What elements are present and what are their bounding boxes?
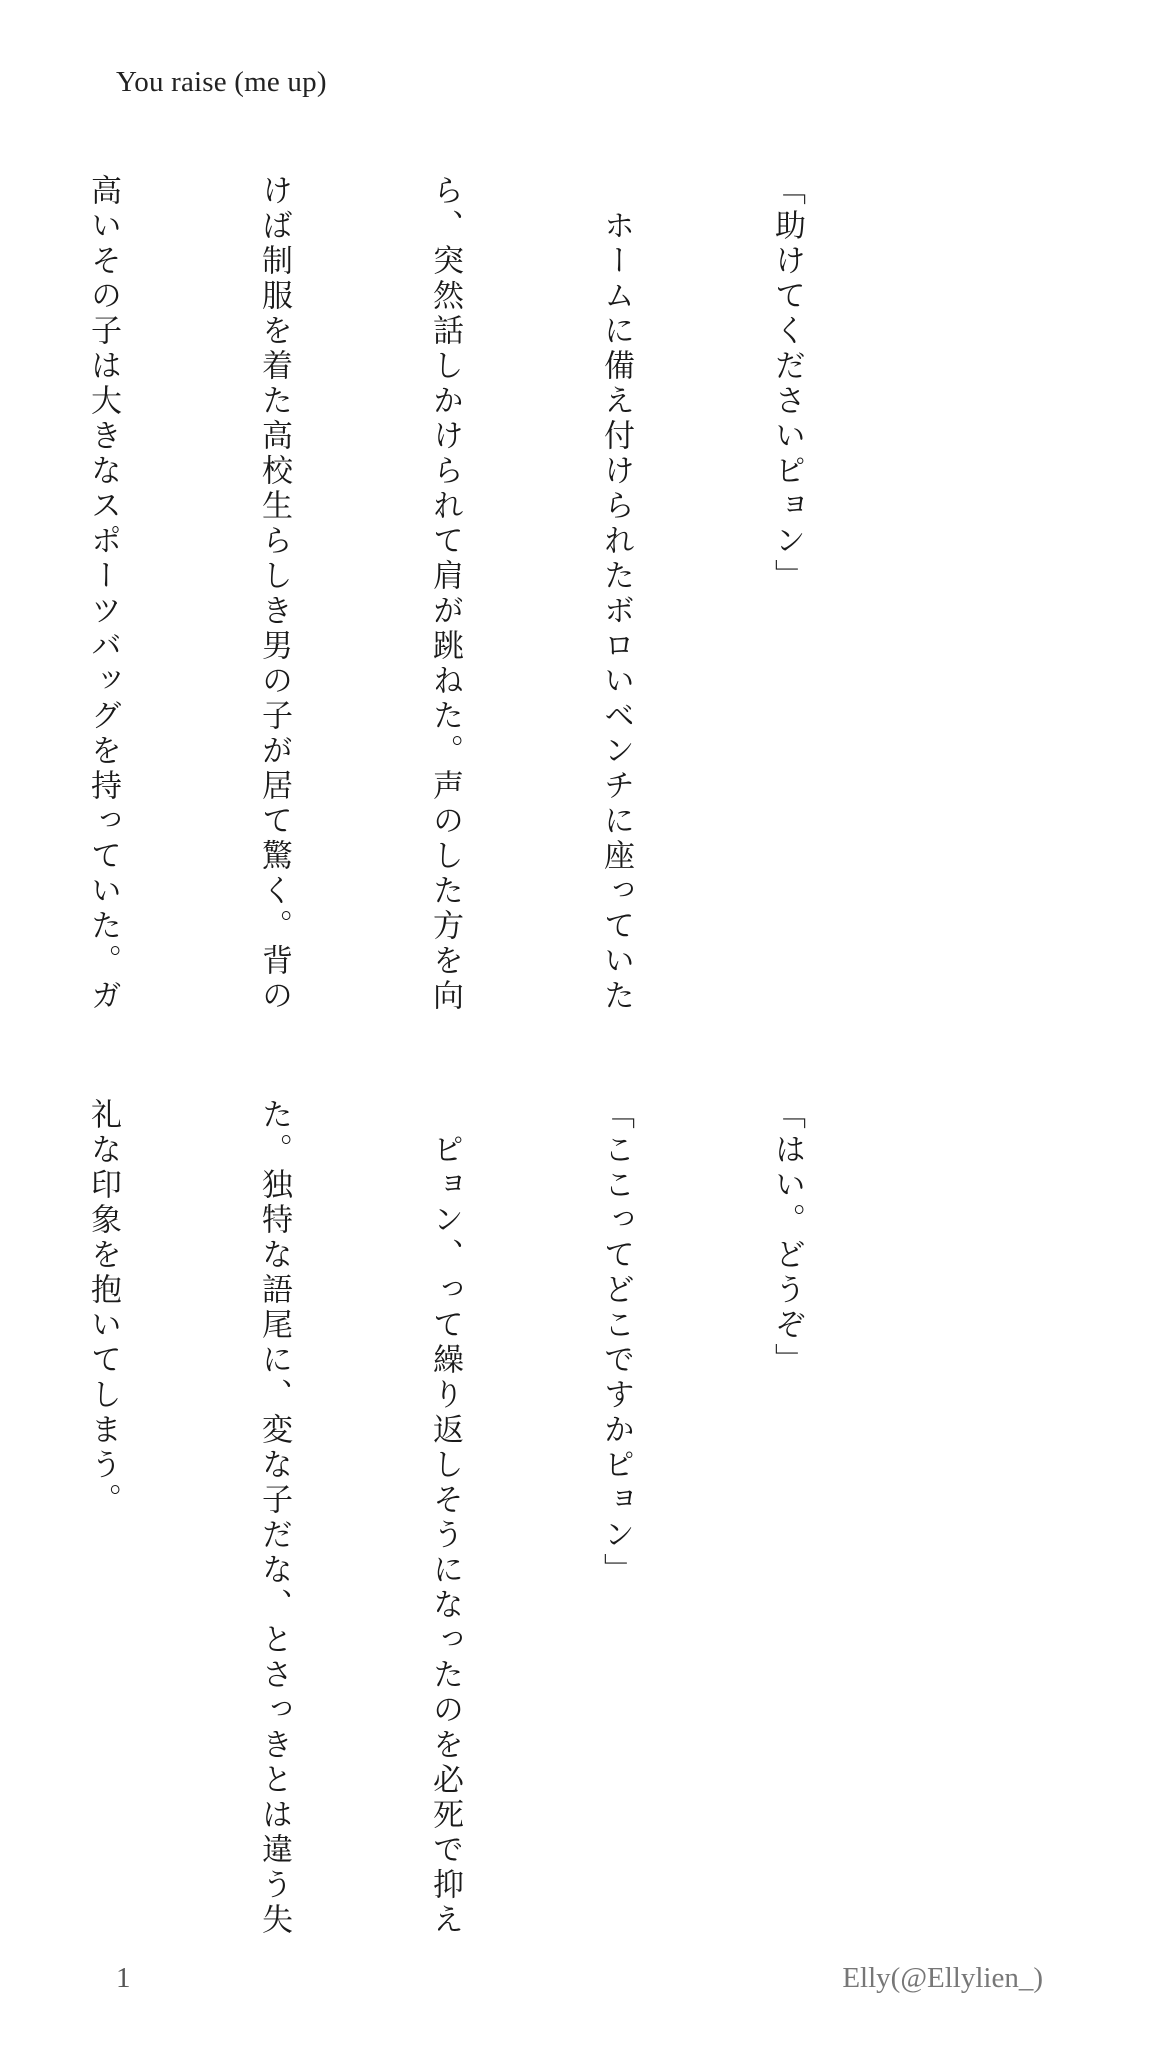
text-line: た。独特な語尾に、変な子だな、とさっきとは違う失: [256, 1098, 292, 1938]
text-line: 礼な印象を抱いてしまう。: [85, 1098, 121, 1518]
text-line: 「はい。どうぞ」: [769, 1098, 805, 1378]
text-line: ホームに備え付けられたボロいベンチに座っていた: [598, 174, 634, 1014]
page-number: 1: [116, 1962, 131, 1994]
text-block-upper: [0, 174, 929, 1014]
text-line: けば制服を着た高校生らしき男の子が居て驚く。背の: [256, 174, 292, 1014]
author-credit: Elly(@Ellylien_): [842, 1962, 1043, 1994]
text-line: ピョン、って繰り返しそうになったのを必死で抑え: [427, 1098, 463, 1938]
text-line: 「ここってどこですかピョン」: [598, 1098, 634, 1588]
text-line: ら、突然話しかけられて肩が跳ねた。声のした方を向: [427, 174, 463, 1014]
text-line: 「助けてくださいピョン」: [769, 174, 805, 594]
text-block-lower: [0, 1098, 929, 1938]
page-header-title: You raise (me up): [116, 66, 327, 98]
text-line: 高いその子は大きなスポーツバッグを持っていた。ガ: [85, 174, 121, 1014]
